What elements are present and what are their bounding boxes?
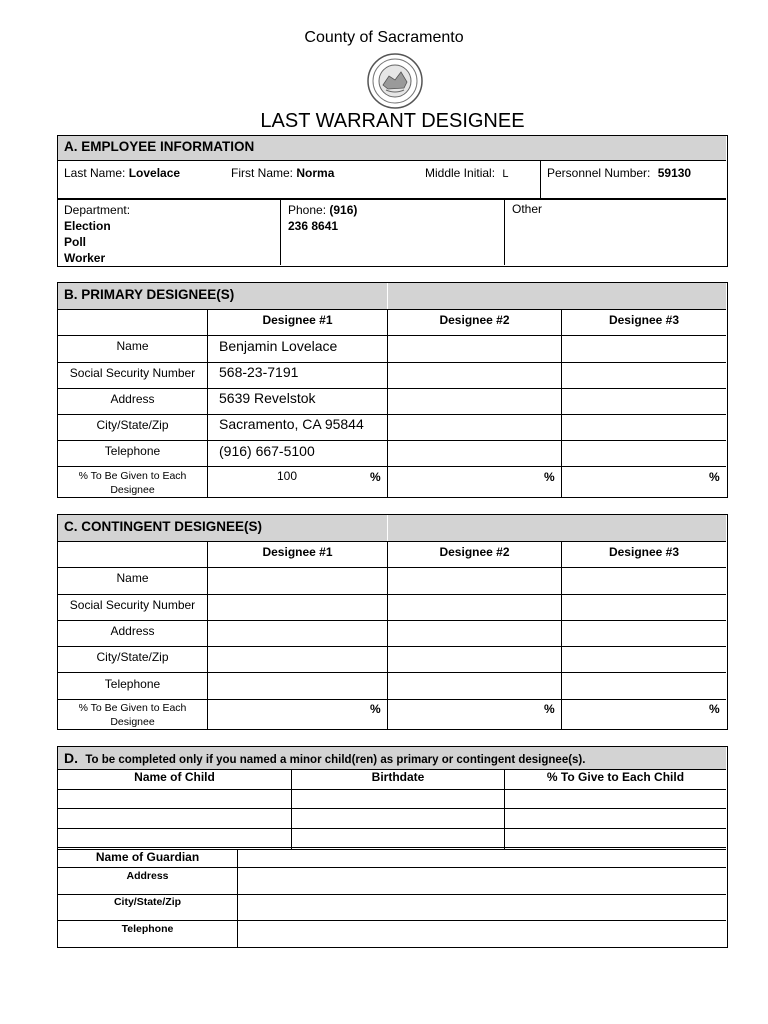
b-percent-label-1: % To Be Given to Each [78, 470, 187, 482]
phone-number[interactable]: 236 8641 [288, 219, 339, 233]
c-percent-symbol-2: % [544, 702, 555, 716]
b-percent-label-2: Designee [110, 484, 155, 496]
section-b-title: B. PRIMARY DESIGNEE(S) [64, 287, 235, 302]
b-percent-symbol-2: % [544, 470, 555, 484]
section-c-contingent-designees [57, 514, 728, 730]
b-designee1-address[interactable]: 5639 Revelstok [219, 390, 316, 406]
b-row-label-telephone: Telephone [104, 444, 161, 458]
c-percent-symbol-3: % [709, 702, 720, 716]
c-percent-label-2: Designee [110, 716, 155, 728]
last-name-label: Last Name: [64, 166, 126, 180]
b-designee1-city[interactable]: Sacramento, CA 95844 [219, 416, 364, 432]
b-designee1-ssn[interactable]: 568-23-7191 [219, 364, 299, 380]
section-c-title: C. CONTINGENT DESIGNEE(S) [64, 519, 263, 534]
d-telephone-label: Telephone [121, 923, 174, 935]
county-seal-icon [366, 52, 424, 110]
c-row-label-address: Address [110, 624, 155, 638]
middle-initial-label: Middle Initial: [425, 166, 496, 180]
c-percent-symbol-1: % [370, 702, 381, 716]
section-d-title: To be completed only if you named a minor child(ren) as primary or contingent designee(s). [85, 754, 586, 766]
b-col-designee-1: Designee #1 [262, 313, 333, 327]
personnel-number-value[interactable]: 59130 [657, 166, 692, 180]
section-b-primary-designees [57, 282, 728, 498]
department-line-1[interactable]: Election [64, 219, 111, 233]
b-percent-symbol-1: % [370, 470, 381, 484]
first-name-label: First Name: [231, 166, 294, 180]
b-row-label-city: City/State/Zip [96, 418, 169, 432]
b-designee1-telephone[interactable]: (916) 667-5100 [219, 443, 315, 459]
d-col-name-of-child: Name of Child [134, 770, 215, 784]
b-row-label-ssn: Social Security Number [69, 366, 196, 380]
c-col-designee-1: Designee #1 [262, 545, 333, 559]
b-designee1-name[interactable]: Benjamin Lovelace [219, 338, 338, 354]
b-row-label-address: Address [110, 392, 155, 406]
c-percent-label-1: % To Be Given to Each [78, 702, 187, 714]
b-designee1-percent[interactable]: 100 [277, 469, 298, 483]
c-row-label-city: City/State/Zip [96, 650, 169, 664]
d-address-label: Address [126, 870, 169, 882]
c-col-designee-2: Designee #2 [439, 545, 510, 559]
b-row-label-name: Name [116, 339, 149, 353]
department-line-2[interactable]: Poll [64, 235, 87, 249]
phone-area-code[interactable]: (916) [329, 203, 358, 217]
department-label: Department: [64, 203, 131, 217]
c-col-designee-3: Designee #3 [608, 545, 680, 559]
first-name-value[interactable]: Norma [296, 166, 335, 180]
county-title: County of Sacramento [304, 29, 464, 46]
b-col-designee-2: Designee #2 [439, 313, 510, 327]
other-label: Other [512, 202, 543, 216]
form-title: LAST WARRANT DESIGNEE [260, 110, 525, 132]
last-name-value[interactable]: Lovelace [128, 166, 181, 180]
b-percent-symbol-3: % [709, 470, 720, 484]
phone-label: Phone: [288, 203, 327, 217]
section-a-employee-information [57, 135, 728, 267]
department-line-3[interactable]: Worker [64, 251, 106, 265]
middle-initial-value[interactable]: L [502, 168, 509, 180]
c-row-label-name: Name [116, 571, 149, 585]
d-city-label: City/State/Zip [113, 896, 182, 908]
section-d-minor-children [57, 746, 728, 948]
b-col-designee-3: Designee #3 [608, 313, 680, 327]
c-row-label-ssn: Social Security Number [69, 598, 196, 612]
section-d-letter: D. [64, 750, 78, 766]
d-col-birthdate: Birthdate [371, 770, 425, 784]
section-a-title: A. EMPLOYEE INFORMATION [58, 136, 726, 160]
d-col-percent-child: % To Give to Each Child [546, 770, 685, 784]
d-guardian-label: Name of Guardian [95, 850, 200, 864]
c-row-label-telephone: Telephone [104, 677, 161, 691]
personnel-number-label: Personnel Number: [547, 166, 651, 180]
